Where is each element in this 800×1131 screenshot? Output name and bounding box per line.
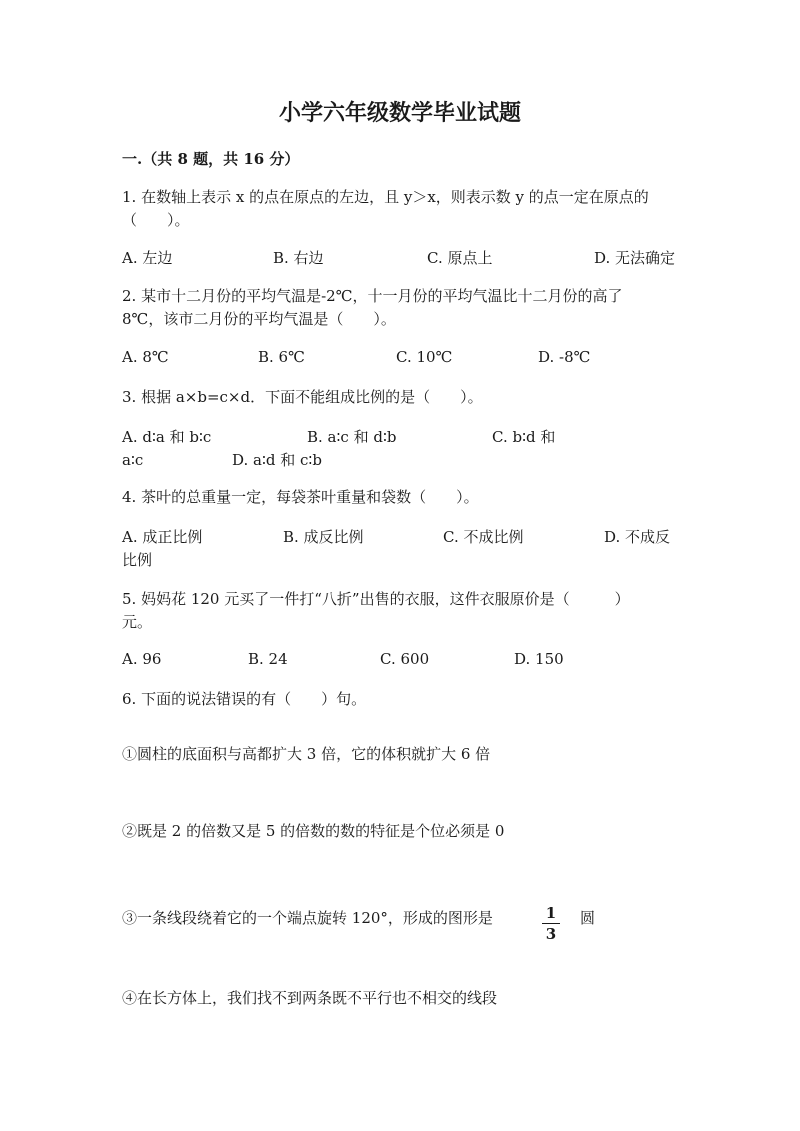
q6-statement-3: ③一条线段绕着它的一个端点旋转 120°，形成的图形是: [122, 909, 493, 927]
q2-option-b: B. 6℃: [258, 348, 305, 366]
q4-option-a: A. 成正比例: [122, 528, 203, 546]
q4-option-c: C. 不成比例: [443, 528, 524, 546]
q3-option-a: A. d∶a 和 b∶c: [122, 428, 212, 446]
fraction-bar: [542, 923, 560, 924]
question-5-text-cont: 元。: [122, 613, 153, 631]
fraction-denominator: 3: [545, 925, 557, 943]
q2-option-d: D. -8℃: [538, 348, 591, 366]
q1-option-d: D. 无法确定: [594, 249, 676, 267]
question-6-text: 6. 下面的说法错误的有（ ）句。: [122, 690, 367, 708]
fraction-one-third: [542, 904, 560, 943]
q3-option-b: B. a∶c 和 d∶b: [307, 428, 397, 446]
q5-option-b: B. 24: [248, 650, 288, 668]
q6-statement-3-tail: 圆: [580, 909, 596, 927]
question-4-text: 4. 茶叶的总重量一定，每袋茶叶重量和袋数（ ）。: [122, 488, 479, 506]
question-2-text-cont: 8℃，该市二月份的平均气温是（ ）。: [122, 310, 396, 328]
q3-option-c-cont: a∶c: [122, 451, 144, 469]
q3-option-c: C. b∶d 和: [492, 428, 556, 446]
section-heading: 一.（共 8 题，共 16 分）: [122, 150, 300, 168]
q5-option-d: D. 150: [514, 650, 564, 668]
q5-option-c: C. 600: [380, 650, 430, 668]
q2-option-a: A. 8℃: [122, 348, 169, 366]
q1-option-a: A. 左边: [122, 249, 173, 267]
fraction-numerator: 1: [545, 904, 557, 922]
q6-statement-1: ①圆柱的底面积与高都扩大 3 倍，它的体积就扩大 6 倍: [122, 745, 491, 763]
question-2-text: 2. 某市十二月份的平均气温是-2℃，十一月份的平均气温比十二月份的高了: [122, 287, 623, 305]
q6-statement-4: ④在长方体上，我们找不到两条既不平行也不相交的线段: [122, 989, 498, 1007]
question-1-text-cont: （ ）。: [122, 211, 190, 229]
question-5-text: 5. 妈妈花 120 元买了一件打“八折”出售的衣服，这件衣服原价是（ ）: [122, 590, 630, 608]
q3-option-d: D. a∶d 和 c∶b: [232, 451, 322, 469]
q5-option-a: A. 96: [122, 650, 162, 668]
q1-option-c: C. 原点上: [427, 249, 493, 267]
question-1-text: 1. 在数轴上表示 x 的点在原点的左边，且 y＞x，则表示数 y 的点一定在原点的: [122, 188, 649, 206]
q4-option-d-cont: 比例: [122, 551, 153, 569]
q4-option-d: D. 不成反: [604, 528, 671, 546]
q4-option-b: B. 成反比例: [283, 528, 364, 546]
q6-statement-2: ②既是 2 的倍数又是 5 的倍数的数的特征是个位必须是 0: [122, 822, 505, 840]
page-title: 小学六年级数学毕业试题: [278, 100, 521, 126]
q1-option-b: B. 右边: [273, 249, 324, 267]
question-3-text: 3. 根据 a×b=c×d．下面不能组成比例的是（ ）。: [122, 388, 483, 406]
q2-option-c: C. 10℃: [396, 348, 453, 366]
